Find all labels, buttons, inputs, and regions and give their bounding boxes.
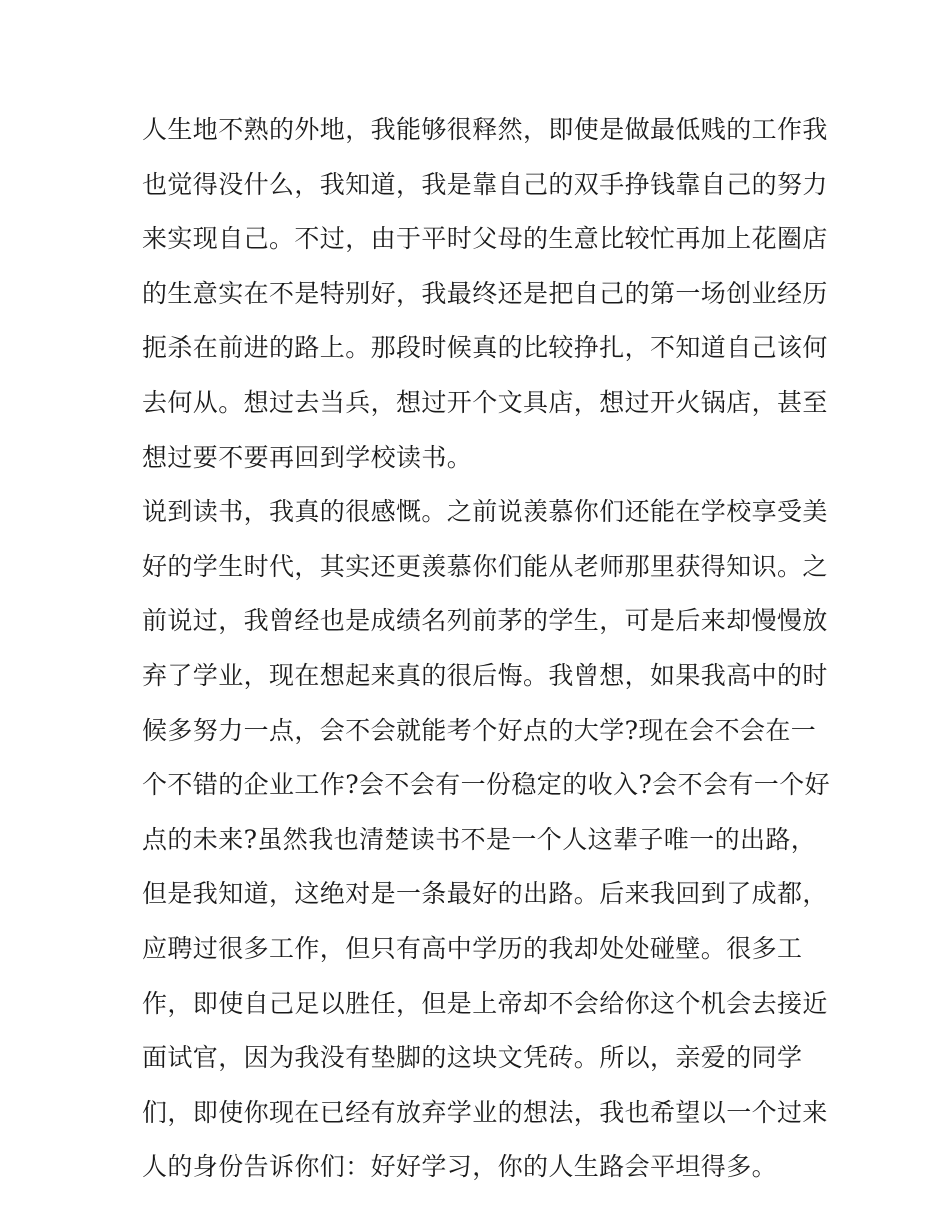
- text-line: 弃了学业，现在想起来真的很后悔。我曾想，如果我高中的时: [142, 660, 828, 690]
- text-line: 们，即使你现在已经有放弃学业的想法，我也希望以一个过来: [142, 1097, 828, 1127]
- text-line: 人的身份告诉你们：好好学习，你的人生路会平坦得多。: [142, 1152, 778, 1182]
- text-line: 候多努力一点，会不会就能考个好点的大学?现在会不会在一: [142, 715, 817, 745]
- text-line: 也觉得没什么，我知道，我是靠自己的双手挣钱靠自己的努力: [142, 169, 828, 199]
- text-line: 好的学生时代，其实还更羡慕你们能从老师那里获得知识。之: [142, 551, 828, 581]
- text-line: 应聘过很多工作，但只有高中学历的我却处处碰壁。很多工: [142, 933, 803, 963]
- text-line: 个不错的企业工作?会不会有一份稳定的收入?会不会有一个好: [142, 770, 831, 800]
- text-line: 人生地不熟的外地，我能够很释然，即使是做最低贱的工作我: [142, 115, 828, 144]
- text-line: 前说过，我曾经也是成绩名列前茅的学生，可是后来却慢慢放: [142, 606, 828, 636]
- paragraph-2: [142, 490, 831, 1200]
- text-line: 说到读书，我真的很感慨。之前说羡慕你们还能在学校享受美: [142, 497, 828, 527]
- text-line: 想过要不要再回到学校读书。: [142, 442, 473, 472]
- text-line: 但是我知道，这绝对是一条最好的出路。后来我回到了成都，: [142, 879, 828, 909]
- body-text: [142, 108, 831, 1200]
- paragraph-1: [142, 108, 828, 490]
- text-line: 来实现自己。不过，由于平时父母的生意比较忙再加上花圈店: [142, 224, 828, 254]
- text-line: 扼杀在前进的路上。那段时候真的比较挣扎，不知道自己该何: [142, 333, 828, 363]
- text-line: 面试官，因为我没有垫脚的这块文凭砖。所以，亲爱的同学: [142, 1043, 803, 1073]
- text-line: 的生意实在不是特别好，我最终还是把自己的第一场创业经历: [142, 278, 828, 308]
- text-line: 作，即使自己足以胜任，但是上帝却不会给你这个机会去接近: [142, 988, 828, 1018]
- text-line: 点的未来?虽然我也清楚读书不是一个人这辈子唯一的出路，: [142, 824, 817, 854]
- text-line: 去何从。想过去当兵，想过开个文具店，想过开火锅店，甚至: [142, 387, 828, 417]
